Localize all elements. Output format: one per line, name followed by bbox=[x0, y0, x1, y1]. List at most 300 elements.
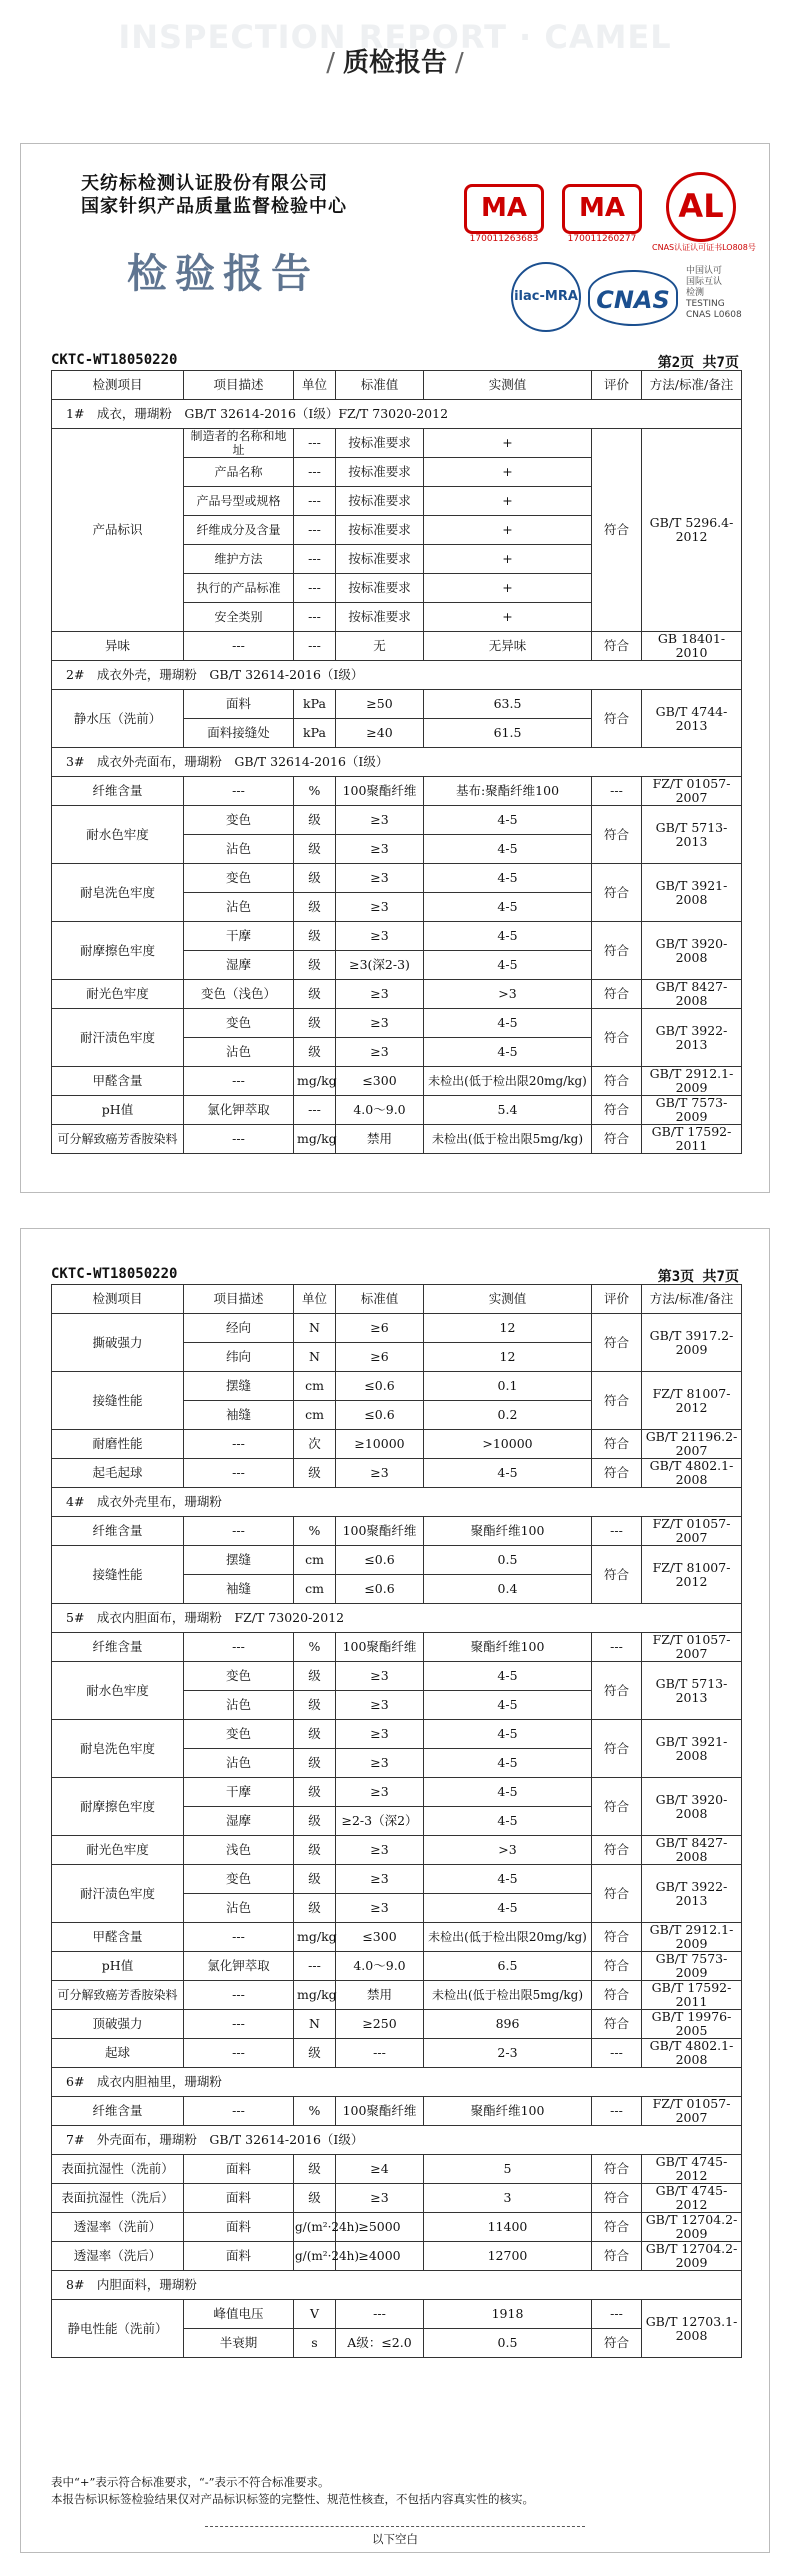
table-cell: 面料 bbox=[184, 690, 294, 719]
item-name: 静电性能（洗前） bbox=[52, 2300, 184, 2358]
table-row bbox=[52, 864, 742, 893]
table-cell: 面料 bbox=[184, 2213, 294, 2242]
table-cell: 耐光色牢度 bbox=[52, 980, 184, 1009]
table-cell: 未检出(低于检出限5mg/kg) bbox=[424, 1125, 592, 1154]
table-cell: pH值 bbox=[52, 1096, 184, 1125]
evaluation: 符合 bbox=[592, 806, 642, 864]
table-cell: 级 bbox=[294, 1894, 336, 1923]
item-name: 耐水色牢度 bbox=[52, 806, 184, 864]
table-cell: 4.0～9.0 bbox=[336, 1952, 424, 1981]
section-title: 6# 成衣内胆袖里，珊瑚粉 bbox=[52, 2068, 742, 2097]
table-cell: % bbox=[294, 1517, 336, 1546]
table-cell: --- bbox=[336, 2300, 424, 2329]
column-header: 单位 bbox=[294, 1285, 336, 1314]
method-standard: FZ/T 81007-2012 bbox=[642, 1372, 742, 1430]
table-cell: --- bbox=[184, 2097, 294, 2126]
table-cell: 级 bbox=[294, 806, 336, 835]
ilac-mra-logo bbox=[511, 262, 581, 332]
results-table-page-3 bbox=[51, 1284, 742, 2358]
table-cell: GB/T 12704.2-2009 bbox=[642, 2213, 742, 2242]
table-cell: 峰值电压 bbox=[184, 2300, 294, 2329]
table-row bbox=[52, 1430, 742, 1459]
table-cell: ≥3(深2-3) bbox=[336, 951, 424, 980]
table-row bbox=[52, 806, 742, 835]
report-notes: 表中“+”表示符合标准要求，“-”表示不符合标准要求。 本报告标识标签检验结果仅对产品标识标签的完整性、规范性核查，不包括内容真实性的核实。 bbox=[51, 2475, 534, 2506]
method-standard: FZ/T 81007-2012 bbox=[642, 1546, 742, 1604]
table-cell: 5 bbox=[424, 2155, 592, 2184]
table-cell: 5.4 bbox=[424, 1096, 592, 1125]
table-cell: 沾色 bbox=[184, 1691, 294, 1720]
table-cell: --- bbox=[184, 1459, 294, 1488]
table-cell: --- bbox=[184, 1067, 294, 1096]
table-cell: ≥4 bbox=[336, 2155, 424, 2184]
table-cell: 符合 bbox=[592, 1096, 642, 1125]
table-cell: 4-5 bbox=[424, 951, 592, 980]
table-cell: --- bbox=[294, 632, 336, 661]
method-standard: GB/T 3921-2008 bbox=[642, 1720, 742, 1778]
evaluation: 符合 bbox=[592, 1546, 642, 1604]
table-row bbox=[52, 777, 742, 806]
item-name: 耐摩擦色牢度 bbox=[52, 922, 184, 980]
section-header-row bbox=[52, 748, 742, 777]
table-cell: 禁用 bbox=[336, 1125, 424, 1154]
method-standard: GB/T 3920-2008 bbox=[642, 1778, 742, 1836]
evaluation: 符合 bbox=[592, 1372, 642, 1430]
table-cell: % bbox=[294, 777, 336, 806]
table-row bbox=[52, 2010, 742, 2039]
table-cell: ≥3 bbox=[336, 1662, 424, 1691]
table-cell: --- bbox=[592, 1517, 642, 1546]
table-cell: 按标准要求 bbox=[336, 603, 424, 632]
report-title: 检验报告 bbox=[127, 250, 319, 297]
evaluation: 符合 bbox=[592, 690, 642, 748]
table-cell: 次 bbox=[294, 1430, 336, 1459]
table-cell: 级 bbox=[294, 1662, 336, 1691]
table-cell: 符合 bbox=[592, 2242, 642, 2271]
table-cell: V bbox=[294, 2300, 336, 2329]
column-header: 标准值 bbox=[336, 1285, 424, 1314]
table-cell: + bbox=[424, 545, 592, 574]
table-cell: GB/T 21196.2-2007 bbox=[642, 1430, 742, 1459]
table-row bbox=[52, 1662, 742, 1691]
table-cell: 面料 bbox=[184, 2242, 294, 2271]
table-cell: ≤300 bbox=[336, 1923, 424, 1952]
table-cell: 沾色 bbox=[184, 1749, 294, 1778]
section-title: 1# 成衣，珊瑚粉 GB/T 32614-2016（Ⅰ级）FZ/T 73020-2012 bbox=[52, 400, 742, 429]
method-standard: GB/T 5713-2013 bbox=[642, 806, 742, 864]
report-number: CKTC-WT18050220 bbox=[51, 1266, 178, 1282]
table-cell: 氯化钾萃取 bbox=[184, 1096, 294, 1125]
table-cell: 符合 bbox=[592, 2213, 642, 2242]
table-cell: ≥3 bbox=[336, 1865, 424, 1894]
section-header-row bbox=[52, 2068, 742, 2097]
table-cell: --- bbox=[592, 2039, 642, 2068]
table-cell: cm bbox=[294, 1546, 336, 1575]
table-cell: 干摩 bbox=[184, 1778, 294, 1807]
table-cell: 级 bbox=[294, 1836, 336, 1865]
table-row bbox=[52, 2184, 742, 2213]
table-cell: N bbox=[294, 2010, 336, 2039]
table-cell: 湿摩 bbox=[184, 1807, 294, 1836]
table-row bbox=[52, 980, 742, 1009]
table-cell: 未检出(低于检出限5mg/kg) bbox=[424, 1981, 592, 2010]
table-cell: kPa bbox=[294, 719, 336, 748]
table-cell: 级 bbox=[294, 1691, 336, 1720]
table-cell: ≥6 bbox=[336, 1343, 424, 1372]
table-cell: 氯化钾萃取 bbox=[184, 1952, 294, 1981]
method-standard: GB/T 3922-2013 bbox=[642, 1865, 742, 1923]
table-cell: 符合 bbox=[592, 2184, 642, 2213]
table-cell: 级 bbox=[294, 1865, 336, 1894]
table-cell: g/(m²·24h) bbox=[294, 2242, 336, 2271]
table-row bbox=[52, 1009, 742, 1038]
table-cell: ≥3 bbox=[336, 864, 424, 893]
table-cell: 甲醛含量 bbox=[52, 1067, 184, 1096]
method-standard: GB/T 3920-2008 bbox=[642, 922, 742, 980]
table-cell: 61.5 bbox=[424, 719, 592, 748]
table-row bbox=[52, 1720, 742, 1749]
table-row bbox=[52, 1067, 742, 1096]
section-title: 8# 内胆面料，珊瑚粉 bbox=[52, 2271, 742, 2300]
section-title: 2# 成衣外壳，珊瑚粉 GB/T 32614-2016（Ⅰ级） bbox=[52, 661, 742, 690]
table-cell: 0.5 bbox=[424, 2329, 592, 2358]
table-cell: 896 bbox=[424, 2010, 592, 2039]
table-cell: 起球 bbox=[52, 2039, 184, 2068]
table-cell: 可分解致癌芳香胺染料 bbox=[52, 1981, 184, 2010]
table-row bbox=[52, 1778, 742, 1807]
table-row bbox=[52, 2242, 742, 2271]
evaluation: 符合 bbox=[592, 1314, 642, 1372]
table-cell: 4-5 bbox=[424, 1720, 592, 1749]
table-row bbox=[52, 2213, 742, 2242]
cnas-mark-icon: CNAS bbox=[588, 270, 678, 326]
table-cell: 未检出(低于检出限20mg/kg) bbox=[424, 1067, 592, 1096]
table-cell: ≥3 bbox=[336, 1691, 424, 1720]
table-cell: 纤维含量 bbox=[52, 2097, 184, 2126]
table-cell: --- bbox=[294, 458, 336, 487]
table-cell: 4-5 bbox=[424, 1807, 592, 1836]
table-cell: 级 bbox=[294, 1720, 336, 1749]
table-cell: 基布:聚酯纤维100 bbox=[424, 777, 592, 806]
table-cell: 面料接缝处 bbox=[184, 719, 294, 748]
cma-mark-icon: MA bbox=[562, 184, 642, 234]
column-header: 方法/标准/备注 bbox=[642, 1285, 742, 1314]
header-title: / 质检报告 / bbox=[326, 48, 464, 78]
column-header: 方法/标准/备注 bbox=[642, 371, 742, 400]
table-cell: mg/kg bbox=[294, 1067, 336, 1096]
table-cell: 级 bbox=[294, 980, 336, 1009]
table-cell: 耐光色牢度 bbox=[52, 1836, 184, 1865]
cma-logo-1: MA 170011263683 bbox=[464, 184, 544, 244]
table-cell: --- bbox=[184, 632, 294, 661]
table-cell: + bbox=[424, 458, 592, 487]
table-cell: 符合 bbox=[592, 1836, 642, 1865]
table-cell: --- bbox=[184, 1923, 294, 1952]
table-cell: 12 bbox=[424, 1314, 592, 1343]
table-cell: + bbox=[424, 516, 592, 545]
table-cell: 聚酯纤维100 bbox=[424, 1517, 592, 1546]
item-name: 接缝性能 bbox=[52, 1372, 184, 1430]
item-name: 耐摩擦色牢度 bbox=[52, 1778, 184, 1836]
table-cell: 纤维含量 bbox=[52, 777, 184, 806]
table-cell: 透湿率（洗前） bbox=[52, 2213, 184, 2242]
table-cell: ≥3 bbox=[336, 922, 424, 951]
table-cell: --- bbox=[294, 603, 336, 632]
table-cell: 2-3 bbox=[424, 2039, 592, 2068]
table-cell: FZ/T 01057-2007 bbox=[642, 1633, 742, 1662]
table-cell: ≥3 bbox=[336, 1749, 424, 1778]
table-cell: --- bbox=[592, 1633, 642, 1662]
table-cell: 1918 bbox=[424, 2300, 592, 2329]
item-name: 产品标识 bbox=[52, 429, 184, 632]
column-header: 检测项目 bbox=[52, 371, 184, 400]
column-header: 项目描述 bbox=[184, 1285, 294, 1314]
table-cell: ≥3 bbox=[336, 980, 424, 1009]
table-cell: GB/T 4802.1-2008 bbox=[642, 2039, 742, 2068]
table-cell: 湿摩 bbox=[184, 951, 294, 980]
table-cell: 级 bbox=[294, 951, 336, 980]
section-header-row bbox=[52, 2126, 742, 2155]
table-cell: N bbox=[294, 1343, 336, 1372]
table-row bbox=[52, 1865, 742, 1894]
table-cell: 维护方法 bbox=[184, 545, 294, 574]
table-cell: 4-5 bbox=[424, 1894, 592, 1923]
table-cell: 100聚酯纤维 bbox=[336, 1517, 424, 1546]
table-row bbox=[52, 1459, 742, 1488]
table-cell: 12 bbox=[424, 1343, 592, 1372]
table-cell: 4-5 bbox=[424, 835, 592, 864]
table-cell: --- bbox=[294, 429, 336, 458]
item-name: 接缝性能 bbox=[52, 1546, 184, 1604]
table-cell: 0.5 bbox=[424, 1546, 592, 1575]
table-cell: 变色 bbox=[184, 1662, 294, 1691]
table-cell: ≥10000 bbox=[336, 1430, 424, 1459]
table-cell: 符合 bbox=[592, 1067, 642, 1096]
table-cell: ≥3 bbox=[336, 1778, 424, 1807]
table-cell: cm bbox=[294, 1575, 336, 1604]
column-header: 评价 bbox=[592, 371, 642, 400]
table-cell: FZ/T 01057-2007 bbox=[642, 2097, 742, 2126]
table-cell: --- bbox=[184, 2039, 294, 2068]
table-cell: 沾色 bbox=[184, 1038, 294, 1067]
table-cell: 摆缝 bbox=[184, 1546, 294, 1575]
table-cell: --- bbox=[294, 1952, 336, 1981]
table-cell: GB/T 7573-2009 bbox=[642, 1952, 742, 1981]
table-cell: ≥3 bbox=[336, 893, 424, 922]
table-cell: s bbox=[294, 2329, 336, 2358]
table-cell: 符合 bbox=[592, 1125, 642, 1154]
table-cell: --- bbox=[184, 1981, 294, 2010]
method-standard: GB/T 5296.4-2012 bbox=[642, 429, 742, 632]
table-row bbox=[52, 429, 742, 458]
table-cell: 符合 bbox=[592, 1923, 642, 1952]
table-row bbox=[52, 1981, 742, 2010]
evaluation: 符合 bbox=[592, 1720, 642, 1778]
column-header: 检测项目 bbox=[52, 1285, 184, 1314]
table-cell: 3 bbox=[424, 2184, 592, 2213]
table-cell: 11400 bbox=[424, 2213, 592, 2242]
column-header: 标准值 bbox=[336, 371, 424, 400]
method-standard: GB/T 3922-2013 bbox=[642, 1009, 742, 1067]
table-row bbox=[52, 1372, 742, 1401]
table-cell: 变色（浅色） bbox=[184, 980, 294, 1009]
table-row bbox=[52, 1923, 742, 1952]
table-cell: FZ/T 01057-2007 bbox=[642, 777, 742, 806]
table-cell: >10000 bbox=[424, 1430, 592, 1459]
table-cell: >3 bbox=[424, 1836, 592, 1865]
table-cell: --- bbox=[184, 1430, 294, 1459]
table-cell: 耐磨性能 bbox=[52, 1430, 184, 1459]
page-indicator: 第3页 共7页 bbox=[657, 1269, 739, 1285]
table-cell: 级 bbox=[294, 864, 336, 893]
table-cell: 沾色 bbox=[184, 1894, 294, 1923]
table-cell: ≥250 bbox=[336, 2010, 424, 2039]
table-cell: 产品名称 bbox=[184, 458, 294, 487]
table-cell: 100聚酯纤维 bbox=[336, 777, 424, 806]
table-cell: 级 bbox=[294, 1778, 336, 1807]
table-cell: --- bbox=[294, 545, 336, 574]
table-cell: 变色 bbox=[184, 1009, 294, 1038]
method-standard: GB/T 12703.1-2008 bbox=[642, 2300, 742, 2358]
table-cell: 4-5 bbox=[424, 1009, 592, 1038]
item-name: 静水压（洗前） bbox=[52, 690, 184, 748]
table-cell: 执行的产品标准 bbox=[184, 574, 294, 603]
table-cell: ≤300 bbox=[336, 1067, 424, 1096]
table-cell: 起毛起球 bbox=[52, 1459, 184, 1488]
item-name: 撕破强力 bbox=[52, 1314, 184, 1372]
table-cell: GB/T 2912.1-2009 bbox=[642, 1067, 742, 1096]
table-cell: --- bbox=[184, 2010, 294, 2039]
table-cell: 按标准要求 bbox=[336, 516, 424, 545]
table-cell: GB/T 4802.1-2008 bbox=[642, 1459, 742, 1488]
table-cell: GB/T 19976-2005 bbox=[642, 2010, 742, 2039]
method-standard: GB/T 3921-2008 bbox=[642, 864, 742, 922]
table-cell: 面料 bbox=[184, 2184, 294, 2213]
table-cell: 级 bbox=[294, 2039, 336, 2068]
table-cell: 聚酯纤维100 bbox=[424, 2097, 592, 2126]
results-table-page-2 bbox=[51, 370, 742, 1154]
evaluation: 符合 bbox=[592, 1778, 642, 1836]
table-cell: cm bbox=[294, 1401, 336, 1430]
table-cell: 产品号型或规格 bbox=[184, 487, 294, 516]
column-header: 实测值 bbox=[424, 371, 592, 400]
table-cell: 按标准要求 bbox=[336, 458, 424, 487]
table-cell: 0.1 bbox=[424, 1372, 592, 1401]
cnas-logo bbox=[588, 270, 678, 326]
table-cell: 纤维成分及含量 bbox=[184, 516, 294, 545]
table-cell: mg/kg bbox=[294, 1923, 336, 1952]
table-cell: % bbox=[294, 1633, 336, 1662]
table-row bbox=[52, 2039, 742, 2068]
section-title: 3# 成衣外壳面布，珊瑚粉 GB/T 32614-2016（Ⅰ级） bbox=[52, 748, 742, 777]
table-cell: 安全类别 bbox=[184, 603, 294, 632]
page-header bbox=[0, 0, 790, 80]
table-cell: 沾色 bbox=[184, 835, 294, 864]
table-row bbox=[52, 1546, 742, 1575]
table-cell: 符合 bbox=[592, 1459, 642, 1488]
table-cell: --- bbox=[592, 2097, 642, 2126]
table-cell: 甲醛含量 bbox=[52, 1923, 184, 1952]
table-cell: ≥3 bbox=[336, 1009, 424, 1038]
table-cell: FZ/T 01057-2007 bbox=[642, 1517, 742, 1546]
table-cell: 4-5 bbox=[424, 922, 592, 951]
table-cell: GB/T 17592-2011 bbox=[642, 1981, 742, 2010]
table-cell: 级 bbox=[294, 2155, 336, 2184]
table-cell: 袖缝 bbox=[184, 1401, 294, 1430]
table-cell: 面料 bbox=[184, 2155, 294, 2184]
cal-logo: AL CNAS认证认可证书LO808号 bbox=[666, 172, 756, 253]
table-row bbox=[52, 922, 742, 951]
table-cell: 无异味 bbox=[424, 632, 592, 661]
table-cell: 4-5 bbox=[424, 1778, 592, 1807]
table-cell: 0.4 bbox=[424, 1575, 592, 1604]
evaluation: 符合 bbox=[592, 864, 642, 922]
section-header-row bbox=[52, 661, 742, 690]
table-cell: ≤0.6 bbox=[336, 1401, 424, 1430]
column-header: 实测值 bbox=[424, 1285, 592, 1314]
table-cell: 4-5 bbox=[424, 1749, 592, 1778]
table-cell: 符合 bbox=[592, 1981, 642, 2010]
table-cell: ≤0.6 bbox=[336, 1372, 424, 1401]
table-cell: --- bbox=[184, 1517, 294, 1546]
table-cell: 干摩 bbox=[184, 922, 294, 951]
report-page-3 bbox=[20, 1228, 770, 2553]
table-cell: --- bbox=[336, 2039, 424, 2068]
table-cell: 符合 bbox=[592, 1952, 642, 1981]
section-header-row bbox=[52, 400, 742, 429]
table-cell: 12700 bbox=[424, 2242, 592, 2271]
table-cell: 级 bbox=[294, 893, 336, 922]
section-header-row bbox=[52, 1604, 742, 1633]
table-cell: 可分解致癌芳香胺染料 bbox=[52, 1125, 184, 1154]
section-header-row bbox=[52, 1488, 742, 1517]
report-number: CKTC-WT18050220 bbox=[51, 352, 178, 368]
section-title: 5# 成衣内胆面布，珊瑚粉 FZ/T 73020-2012 bbox=[52, 1604, 742, 1633]
table-cell: --- bbox=[592, 777, 642, 806]
ilac-mark-icon: ilac-MRA bbox=[511, 262, 581, 332]
table-cell: 纬向 bbox=[184, 1343, 294, 1372]
table-cell: 级 bbox=[294, 835, 336, 864]
table-cell: ≥4000 bbox=[336, 2242, 424, 2271]
table-cell: 100聚酯纤维 bbox=[336, 1633, 424, 1662]
column-header: 评价 bbox=[592, 1285, 642, 1314]
table-cell: mg/kg bbox=[294, 1981, 336, 2010]
table-cell: 表面抗湿性（洗前） bbox=[52, 2155, 184, 2184]
method-standard: GB/T 4744-2013 bbox=[642, 690, 742, 748]
table-row bbox=[52, 1096, 742, 1125]
table-cell: ≥3 bbox=[336, 1720, 424, 1749]
table-cell: --- bbox=[294, 516, 336, 545]
item-name: 耐皂洗色牢度 bbox=[52, 864, 184, 922]
table-cell: GB/T 8427-2008 bbox=[642, 980, 742, 1009]
end-of-report: 以下空白 bbox=[21, 2526, 769, 2547]
table-cell: 4-5 bbox=[424, 893, 592, 922]
table-cell: 0.2 bbox=[424, 1401, 592, 1430]
table-cell: 级 bbox=[294, 1807, 336, 1836]
table-cell: mg/kg bbox=[294, 1125, 336, 1154]
table-cell: ≥3 bbox=[336, 835, 424, 864]
evaluation: 符合 bbox=[592, 1662, 642, 1720]
section-title: 7# 外壳面布，珊瑚粉 GB/T 32614-2016（Ⅰ级） bbox=[52, 2126, 742, 2155]
table-cell: A级：≤2.0 bbox=[336, 2329, 424, 2358]
table-cell: --- bbox=[294, 574, 336, 603]
table-cell: 符合 bbox=[592, 2155, 642, 2184]
table-cell: ≤0.6 bbox=[336, 1575, 424, 1604]
table-row bbox=[52, 2300, 742, 2329]
table-cell: ≤0.6 bbox=[336, 1546, 424, 1575]
table-cell: 100聚酯纤维 bbox=[336, 2097, 424, 2126]
table-cell: 4-5 bbox=[424, 1038, 592, 1067]
